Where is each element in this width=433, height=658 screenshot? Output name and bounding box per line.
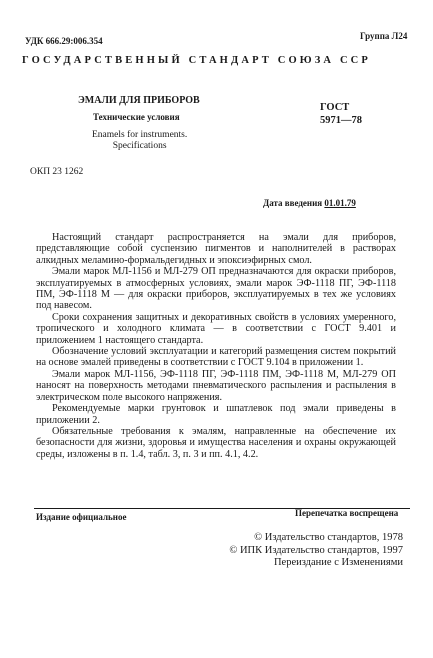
document-subtitle: Технические условия: [93, 112, 180, 122]
okp-code: ОКП 23 1262: [30, 167, 84, 177]
paragraph: Настоящий стандарт распространяется на эмали для приборов, представляющие собой суспензию пигментов и наполнителей в растворах алкидных меламино-формальдегидных и эпоксиэфирных смол.: [36, 232, 396, 266]
english-title-line2: Specifications: [112, 141, 167, 151]
body-text: [36, 232, 396, 460]
introduction-date-label: Дата введения: [263, 198, 323, 208]
gost-label: ГОСТ: [320, 102, 350, 113]
official-edition-label: Издание официальное: [36, 512, 127, 522]
paragraph: Эмали марок МЛ-1156, ЭФ-1118 ПГ, ЭФ-1118 ПМ, ЭФ-1118 М, МЛ-279 ОП наносят на поверхность методами пневматического распыления и распыления в электрическом поле высокого напряжения.: [36, 368, 396, 403]
group-code: Группа Л24: [360, 31, 408, 41]
copyright-line: © Издательство стандартов, 1978: [254, 532, 403, 543]
paragraph: Рекомендуемые марки грунтовок и шпатлевок под эмали приведены в приложении 2.: [36, 403, 396, 426]
reprint-prohibited-label: Перепечатка воспрещена: [295, 508, 399, 518]
gost-designation: [320, 101, 362, 127]
gost-number: 5971—78: [320, 115, 362, 126]
paragraph: Обязательные требования к эмалям, направленные на обеспечение их безопасности для жизни, здоровья и имущества населения и охраны окружающей среды, изложены в п. 1.4, табл. 3, п. 3 и пп. 4.1, 4.2.: [36, 425, 396, 460]
udk-code: УДК 666.29:006.354: [25, 36, 103, 46]
introduction-date-value: 01.01.79: [324, 198, 356, 208]
english-title: [92, 130, 187, 152]
copyright-block: [229, 532, 403, 570]
paragraph: Обозначение условий эксплуатации и категорий размещения систем покрытий на основе эмалей приведены в соответствии с ГОСТ 9.104 в приложении 1.: [36, 346, 396, 369]
state-standard-heading: ГОСУДАРСТВЕННЫЙ СТАНДАРТ СОЮЗА ССР: [22, 55, 371, 66]
english-title-line1: Enamels for instruments.: [92, 130, 188, 140]
reissue-note: Переиздание с Изменениями: [273, 557, 403, 568]
document-title: ЭМАЛИ ДЛЯ ПРИБОРОВ: [78, 95, 200, 106]
paragraph: Эмали марок МЛ-1156 и МЛ-279 ОП предназначаются для окраски приборов, эксплуатируемых в атмосферных условиях, эмали марок ЭФ-1118 ПГ, ЭФ-1118 ПМ, ЭФ-1118 М — для окраски приборов, эксплуатируемых в тех же условиях под навесом.: [36, 266, 396, 312]
copyright-line: © ИПК Издательство стандартов, 1997: [229, 544, 403, 556]
paragraph: Сроки сохранения защитных и декоративных свойств в условиях умеренного, тропического и холодного климата — в соответствии с ГОСТ 9.401 и приложением 1 настоящего стандарта.: [36, 311, 396, 346]
introduction-date: [263, 198, 356, 208]
